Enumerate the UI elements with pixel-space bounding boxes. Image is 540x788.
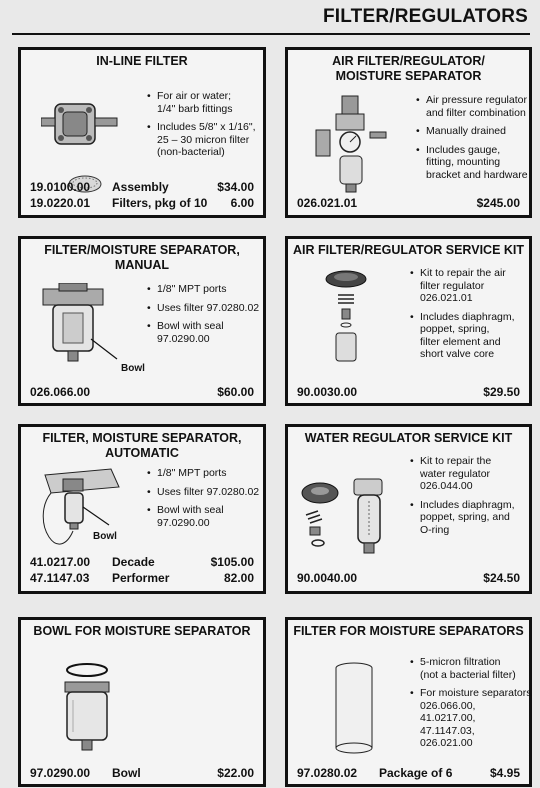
part-number: 90.0030.00 (297, 385, 358, 399)
product-card-air-filter-regulator (285, 47, 532, 218)
feature-item: • Bowl with seal 97.0290.00 (147, 504, 265, 529)
title-rule (12, 33, 530, 35)
bowl-illustration (53, 660, 129, 760)
item-description: Decade (112, 555, 155, 569)
price: $29.50 (483, 385, 520, 399)
page-title: FILTER/REGULATORS (322, 6, 528, 27)
card-title (21, 243, 263, 273)
title-line: WATER REGULATOR SERVICE KIT (304, 431, 513, 445)
price-row (30, 180, 254, 195)
item-description: Bowl (112, 766, 141, 780)
feature-item: • For moisture separators 026.066.00, 41.0217.00, 47.1147.03, 026.021.00 (410, 687, 532, 750)
price: $245.00 (476, 196, 520, 210)
feature-list (147, 283, 265, 351)
price-row (30, 766, 254, 781)
feature-list (147, 90, 265, 165)
price: $22.00 (217, 766, 254, 780)
water-service-kit-illustration (296, 471, 408, 571)
feature-list (410, 267, 532, 367)
part-number: 026.021.01 (297, 196, 358, 210)
price-row (30, 196, 254, 211)
feature-item: • Air pressure regulator and filter combination (416, 94, 532, 119)
card-title (288, 54, 529, 84)
card-title (288, 624, 529, 639)
part-number: 41.0217.00 (30, 555, 91, 569)
title-line: FILTER, MOISTURE SEPARATOR, (42, 431, 242, 445)
title-line: IN-LINE FILTER (96, 54, 188, 68)
product-card-moisture-separator-automatic (18, 424, 266, 594)
price: $4.95 (489, 766, 520, 780)
feature-item: • 1/8" MPT ports (147, 467, 265, 480)
card-title (288, 243, 529, 258)
feature-item: • Kit to repair the water regulator 026.044.00 (410, 455, 532, 493)
feature-list (410, 656, 532, 756)
feature-item: • Includes diaphragm, poppet, spring, filter element and short valve core (410, 311, 532, 361)
feature-list (147, 467, 265, 535)
price: $34.00 (217, 180, 254, 194)
part-number: 97.0280.02 (297, 766, 358, 780)
bowl-callout: Bowl (93, 531, 117, 542)
feature-list (416, 94, 532, 187)
air-filter-regulator-illustration (312, 94, 398, 204)
title-line: MANUAL (114, 258, 170, 272)
feature-item: • Includes 5/8" x 1/16", 25 – 30 micron filter (non-bacterial) (147, 121, 265, 159)
item-description: Filters, pkg of 10 (112, 196, 208, 210)
feature-item: • Includes diaphragm, poppet, spring, and O-ring (410, 499, 532, 537)
feature-item: • 5-micron filtration (not a bacterial filter) (410, 656, 532, 681)
part-number: 026.066.00 (30, 385, 91, 399)
title-line: BOWL FOR MOISTURE SEPARATOR (33, 624, 251, 638)
filter-cartridge-illustration (328, 660, 384, 760)
feature-item: • For air or water; 1/4" barb fittings (147, 90, 265, 115)
feature-item: • 1/8" MPT ports (147, 283, 265, 296)
item-description: Package of 6 (379, 766, 453, 780)
product-card-moisture-separator-manual (18, 236, 266, 406)
moisture-separator-automatic-illustration (37, 465, 141, 551)
product-card-inline-filter (18, 47, 266, 218)
price-row (297, 571, 520, 586)
card-title (21, 624, 263, 639)
item-description: Assembly (112, 180, 169, 194)
title-line: AIR FILTER/REGULATOR/ (332, 54, 485, 68)
title-line: AIR FILTER/REGULATOR SERVICE KIT (292, 243, 525, 257)
item-description: Performer (112, 571, 170, 585)
title-line: MOISTURE SEPARATOR (335, 69, 482, 83)
product-card-bowl (18, 617, 266, 787)
feature-item: • Uses filter 97.0280.02 (147, 486, 265, 499)
part-number: 97.0290.00 (30, 766, 91, 780)
feature-item: • Includes gauge, fitting, mounting bracket and hardware (416, 144, 532, 182)
card-title (21, 431, 263, 461)
feature-item: • Bowl with seal 97.0290.00 (147, 320, 265, 345)
price-row (297, 196, 520, 211)
price: 6.00 (230, 196, 254, 210)
part-number: 47.1147.03 (30, 571, 90, 585)
price: $60.00 (217, 385, 254, 399)
product-card-air-regulator-service-kit (285, 236, 532, 406)
price: 82.00 (223, 571, 254, 585)
price-row (30, 385, 254, 400)
feature-item: • Manually drained (416, 125, 532, 138)
price: $24.50 (483, 571, 520, 585)
title-line: FILTER FOR MOISTURE SEPARATORS (293, 624, 524, 638)
price: $105.00 (210, 555, 254, 569)
price-row (297, 385, 520, 400)
part-number: 19.0220.01 (30, 196, 91, 210)
feature-list (410, 455, 532, 542)
part-number: 19.0100.00 (30, 180, 91, 194)
title-line: FILTER/MOISTURE SEPARATOR, (44, 243, 240, 257)
air-service-kit-illustration (318, 267, 388, 367)
price-row (30, 571, 254, 586)
product-card-water-regulator-service-kit (285, 424, 532, 594)
card-title (21, 54, 263, 69)
feature-item: • Uses filter 97.0280.02 (147, 302, 265, 315)
bowl-callout: Bowl (121, 363, 145, 374)
product-card-filter-cartridge (285, 617, 532, 787)
part-number: 90.0040.00 (297, 571, 358, 585)
feature-item: • Kit to repair the air filter regulator 026.021.01 (410, 267, 532, 305)
price-row (30, 555, 254, 570)
title-line: AUTOMATIC (105, 446, 179, 460)
price-row (297, 766, 520, 781)
moisture-separator-manual-illustration (39, 283, 125, 373)
card-title (288, 431, 529, 446)
